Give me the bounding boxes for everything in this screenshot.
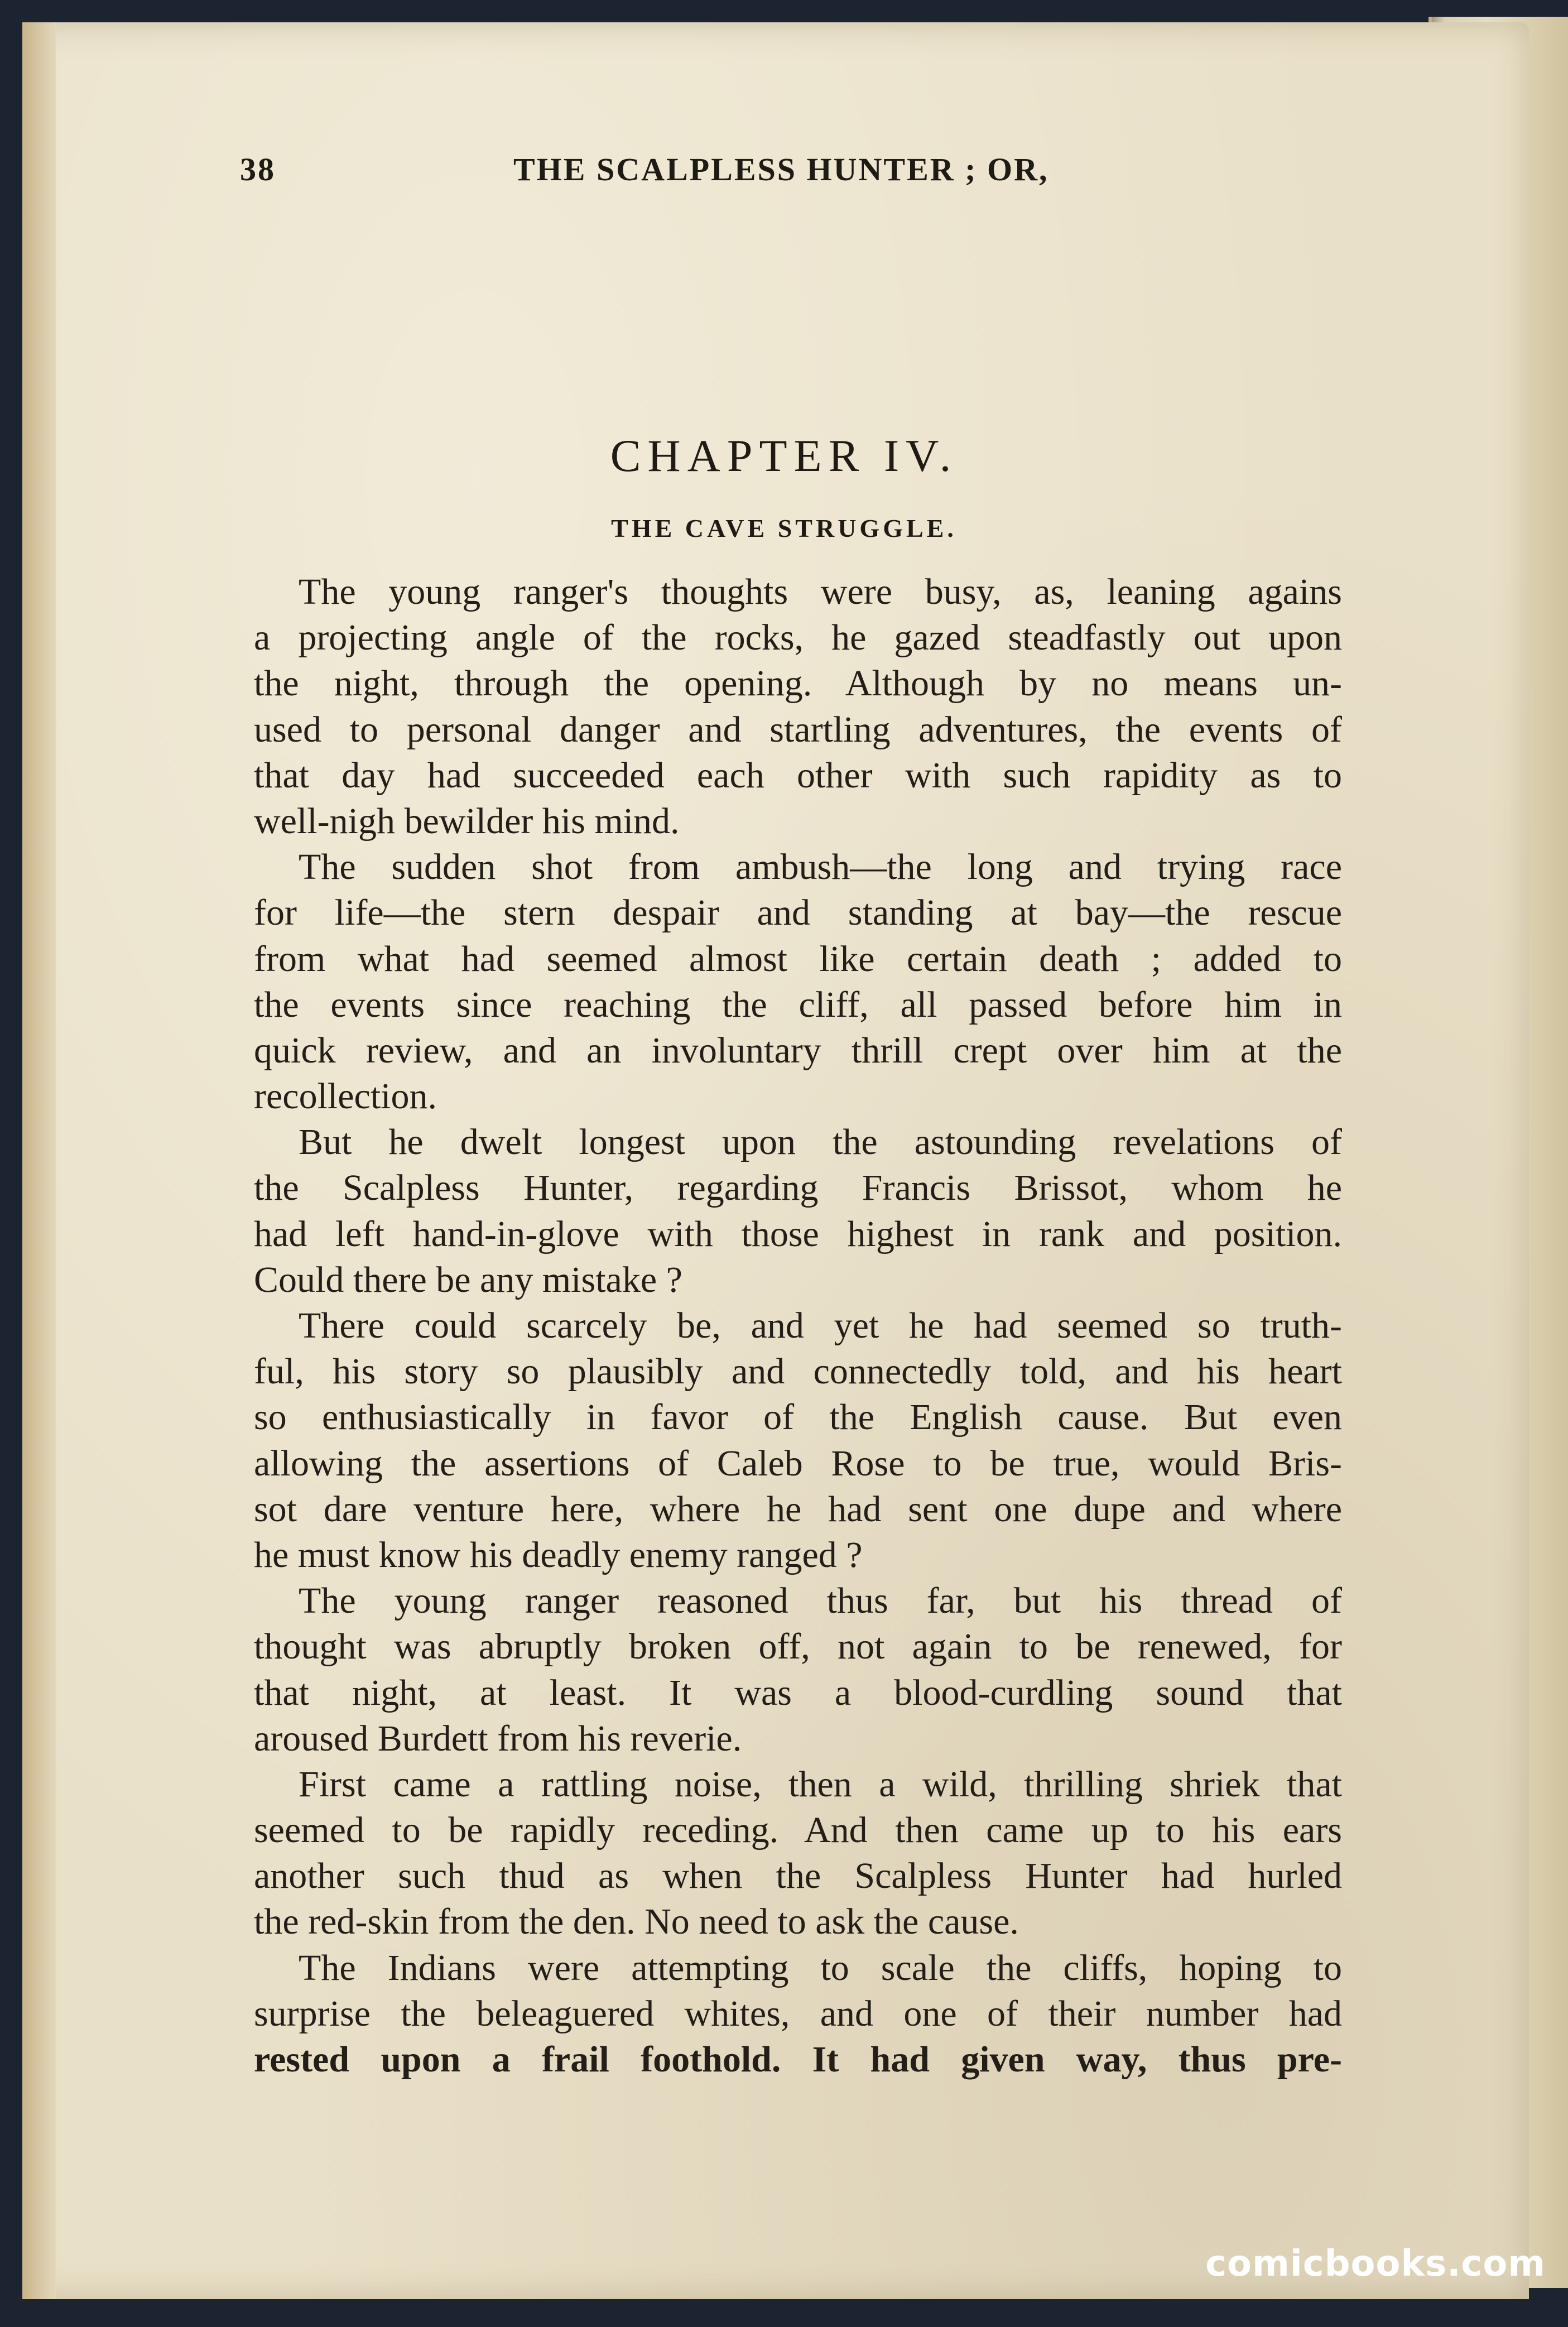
text-line: another such thud as when the Scalpless Hunter had hurled	[254, 1855, 1342, 1897]
text-line: quick review, and an involuntary thrill crept over him at the	[254, 1030, 1342, 1071]
text-line: The Indians were attempting to scale the cliffs, hoping to	[299, 1947, 1342, 1988]
text-line: The young ranger's thoughts were busy, as, leaning agains	[299, 571, 1342, 612]
text-line: But he dwelt longest upon the astounding revelations of	[299, 1122, 1342, 1163]
text-line: recollection.	[254, 1076, 437, 1117]
text-line: a projecting angle of the rocks, he gazed steadfastly out upon	[254, 617, 1342, 658]
text-line: The sudden shot from ambush—the long and trying race	[299, 847, 1342, 888]
text-line: the Scalpless Hunter, regarding Francis Brissot, whom he	[254, 1167, 1342, 1209]
chapter-title: CHAPTER IV.	[610, 430, 958, 481]
site-watermark: comicbooks.com	[1205, 2243, 1546, 2285]
text-line: for life—the stern despair and standing at bay—the rescue	[254, 892, 1342, 934]
text-line: he must know his deadly enemy ranged ?	[254, 1534, 863, 1575]
text-line: so enthusiastically in favor of the English cause. But even	[254, 1397, 1342, 1438]
text-line: There could scarcely be, and yet he had seemed so truth-	[299, 1305, 1342, 1346]
text-line: well-nigh bewilder his mind.	[254, 800, 680, 842]
page-binding-edge	[22, 22, 56, 2299]
text-line: surprise the beleaguered whites, and one of their number had	[254, 1993, 1342, 2034]
text-line: from what had seemed almost like certain death ; added to	[254, 938, 1342, 979]
text-line: Could there be any mistake ?	[254, 1259, 682, 1300]
text-line: that day had succeeded each other with such rapidity as to	[254, 754, 1342, 796]
chapter-subtitle: THE CAVE STRUGGLE.	[611, 514, 957, 542]
text-line: thought was abruptly broken off, not again to be renewed, for	[254, 1626, 1342, 1667]
text-line: had left hand-in-glove with those highest in rank and position.	[254, 1213, 1342, 1254]
running-head-title: THE SCALPLESS HUNTER ; OR,	[513, 151, 1049, 187]
text-line: used to personal danger and startling adventures, the events of	[254, 709, 1342, 750]
text-line: ful, his story so plausibly and connectedly told, and his heart	[254, 1351, 1342, 1392]
text-line: rested upon a frail foothold. It had given way, thus pre-	[254, 2039, 1342, 2080]
text-line: the night, through the opening. Although by no means un-	[254, 663, 1342, 704]
text-line: that night, at least. It was a blood-curdling sound that	[254, 1672, 1342, 1713]
text-line: allowing the assertions of Caleb Rose to be true, would Bris-	[254, 1443, 1342, 1484]
text-line: the red-skin from the den. No need to ask the cause.	[254, 1901, 1019, 1943]
text-line: First came a rattling noise, then a wild, thrilling shriek that	[299, 1763, 1342, 1805]
body-text	[254, 569, 1342, 2083]
text-line: seemed to be rapidly receding. And then came up to his ears	[254, 1810, 1342, 1851]
text-line: aroused Burdett from his reverie.	[254, 1718, 742, 1759]
running-head	[223, 140, 1339, 206]
page-number: 38	[240, 151, 276, 187]
text-line: the events since reaching the cliff, all passed before him in	[254, 984, 1342, 1025]
text-line: The young ranger reasoned thus far, but his thread of	[299, 1580, 1342, 1622]
text-line: sot dare venture here, where he had sent one dupe and where	[254, 1488, 1342, 1530]
